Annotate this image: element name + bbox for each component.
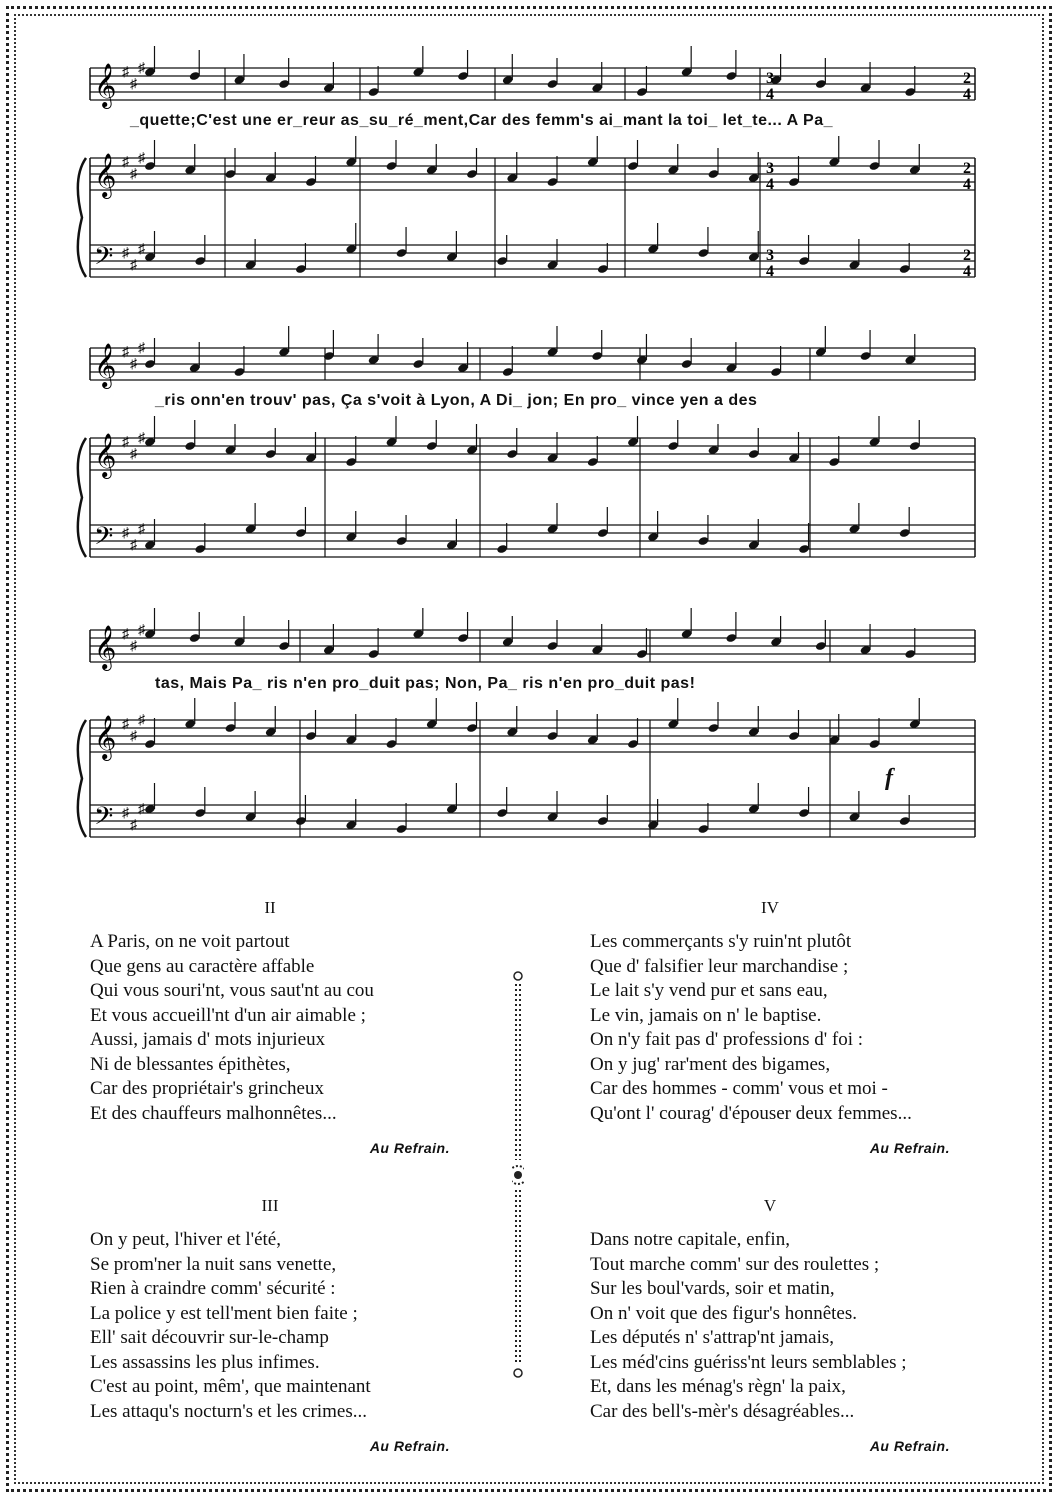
sharp-sign: ♯ xyxy=(138,151,145,166)
refrain-marker: Au Refrain. xyxy=(369,1438,450,1454)
refrain-marker: Au Refrain. xyxy=(369,1140,450,1156)
sharp-sign: ♯ xyxy=(130,538,137,553)
verse-line: Dans notre capitale, enfin, xyxy=(590,1229,790,1250)
treble-clef: 𝄞 xyxy=(94,343,117,387)
verse-number: II xyxy=(264,898,276,917)
verse-2 xyxy=(90,898,450,1156)
time-signature: 4 xyxy=(766,86,774,103)
time-signature: 4 xyxy=(963,263,971,280)
sharp-sign: ♯ xyxy=(122,65,129,80)
verse-line: Qu'ont l' courag' d'épouser deux femmes... xyxy=(590,1102,912,1124)
sharp-sign: ♯ xyxy=(138,713,145,728)
refrain-marker: Au Refrain. xyxy=(869,1438,950,1454)
verse-line: Ell' sait découvrir sur-le-champ xyxy=(90,1327,329,1348)
sharp-sign: ♯ xyxy=(122,717,129,732)
treble-clef: 𝄞 xyxy=(94,625,117,669)
sharp-sign: ♯ xyxy=(130,357,137,372)
verse-line: On n'y fait pas d' professions d' foi : xyxy=(590,1029,864,1050)
treble-clef: 𝄞 xyxy=(94,715,117,759)
lyrics-line-1: _quette;C'est une er_reur as_su_ré_ment,Car des femm's ai_mant la toi_ let_te... A Pa_ xyxy=(130,112,834,129)
verse-line: Qui vous souri'nt, vous saut'nt au cou xyxy=(90,980,374,1001)
treble-clef: 𝄞 xyxy=(94,153,117,197)
bass-clef: 𝄢 xyxy=(94,242,114,277)
time-signature: 4 xyxy=(963,176,971,193)
verse-line: La police y est tell'ment bien faite ; xyxy=(90,1302,358,1324)
verse-line: Ni de blessantes épithètes, xyxy=(90,1053,291,1075)
verse-line: Tout marche comm' sur des roulettes ; xyxy=(590,1253,880,1275)
sharp-sign: ♯ xyxy=(138,341,145,356)
verse-line: Le lait s'y vend pur et sans eau, xyxy=(590,980,828,1001)
verse-line: On y peut, l'hiver et l'été, xyxy=(90,1229,281,1250)
sharp-sign: ♯ xyxy=(130,818,137,833)
lyrics-line-2: _ris onn'en trouv' pas, Ça s'voit à Lyon, A Di_ jon; En pro_ vince yen a des xyxy=(155,392,758,409)
verse-line: Les députés n' s'attrap'nt jamais, xyxy=(590,1327,835,1348)
time-signature: 3 xyxy=(766,160,774,177)
time-signature: 3 xyxy=(766,70,774,87)
verse-number: IV xyxy=(761,898,779,917)
sharp-sign: ♯ xyxy=(138,802,145,817)
sharp-sign: ♯ xyxy=(122,246,129,261)
sharp-sign: ♯ xyxy=(122,155,129,170)
piano-brace xyxy=(78,720,86,837)
sharp-sign: ♯ xyxy=(130,639,137,654)
verse-line: C'est au point, mêm', que maintenant xyxy=(90,1376,371,1397)
verse-line: Se prom'ner la nuit sans venette, xyxy=(90,1253,337,1275)
time-signature: 2 xyxy=(963,247,971,264)
sharp-sign: ♯ xyxy=(130,258,137,273)
verse-number: III xyxy=(261,1196,279,1215)
sharp-sign: ♯ xyxy=(122,435,129,450)
bass-clef: 𝄢 xyxy=(94,802,114,837)
sharp-sign: ♯ xyxy=(130,77,137,92)
sharp-sign: ♯ xyxy=(122,627,129,642)
bass-clef: 𝄢 xyxy=(94,522,114,557)
verse-line: A Paris, on ne voit partout xyxy=(90,931,290,952)
sharp-sign: ♯ xyxy=(138,61,145,76)
verse-line: Car des bell's-mèr's désagréables... xyxy=(590,1400,855,1422)
dynamic-marking: f xyxy=(885,765,893,791)
refrain-marker: Au Refrain. xyxy=(869,1140,950,1156)
verse-line: Sur les boul'vards, soir et matin, xyxy=(590,1278,835,1299)
sharp-sign: ♯ xyxy=(122,806,129,821)
verse-line: Que d' falsifier leur marchandise ; xyxy=(590,955,849,977)
verse-line: Et des chauffeurs malhonnêtes... xyxy=(90,1102,337,1124)
verse-line: On y jug' rar'ment des bigames, xyxy=(590,1053,831,1075)
verse-line: Car des hommes - comm' vous et moi - xyxy=(590,1078,888,1099)
time-signature: 2 xyxy=(963,70,971,87)
time-signature: 3 xyxy=(766,247,774,264)
verse-line: Les assassins les plus infimes. xyxy=(90,1351,320,1373)
verse-line: On n' voit que des figur's honnêtes. xyxy=(590,1302,858,1324)
treble-clef: 𝄞 xyxy=(94,433,117,477)
treble-clef: 𝄞 xyxy=(94,63,117,107)
sharp-sign: ♯ xyxy=(122,526,129,541)
verse-line: Car des propriétair's grincheux xyxy=(90,1078,324,1099)
verse-line: Le vin, jamais on n' le baptise. xyxy=(590,1004,822,1026)
verse-number: V xyxy=(763,1196,777,1215)
time-signature: 4 xyxy=(766,176,774,193)
verse-line: Les attaqu's nocturn's et les crimes... xyxy=(90,1400,367,1422)
verse-3 xyxy=(90,1196,450,1454)
verse-line: Les commerçants s'y ruin'nt plutôt xyxy=(590,931,852,952)
verse-5 xyxy=(590,1196,950,1454)
time-signature: 4 xyxy=(963,86,971,103)
sharp-sign: ♯ xyxy=(130,167,137,182)
verse-4 xyxy=(590,898,950,1156)
verse-line: Rien à craindre comm' sécurité : xyxy=(90,1278,336,1299)
sharp-sign: ♯ xyxy=(138,431,145,446)
piano-brace xyxy=(78,438,86,557)
verse-line: Et vous accueill'nt d'un air aimable ; xyxy=(90,1004,366,1026)
verse-line: Les méd'cins guériss'nt leurs semblables ; xyxy=(590,1351,907,1373)
verse-line: Que gens au caractère affable xyxy=(90,955,315,977)
sharp-sign: ♯ xyxy=(138,522,145,537)
music-score xyxy=(70,40,990,880)
sharp-sign: ♯ xyxy=(138,242,145,257)
time-signature: 2 xyxy=(963,160,971,177)
sharp-sign: ♯ xyxy=(130,447,137,462)
verse-line: Et, dans les ménag's règn' la paix, xyxy=(590,1376,846,1397)
time-signature: 4 xyxy=(766,263,774,280)
piano-brace xyxy=(78,158,86,277)
sharp-sign: ♯ xyxy=(122,345,129,360)
sharp-sign: ♯ xyxy=(130,729,137,744)
ornament-divider xyxy=(512,970,524,1380)
verse-line: Aussi, jamais d' mots injurieux xyxy=(90,1029,326,1050)
lyrics-line-3: tas, Mais Pa_ ris n'en pro_duit pas; Non, Pa_ ris n'en pro_duit pas! xyxy=(155,675,696,692)
sharp-sign: ♯ xyxy=(138,623,145,638)
